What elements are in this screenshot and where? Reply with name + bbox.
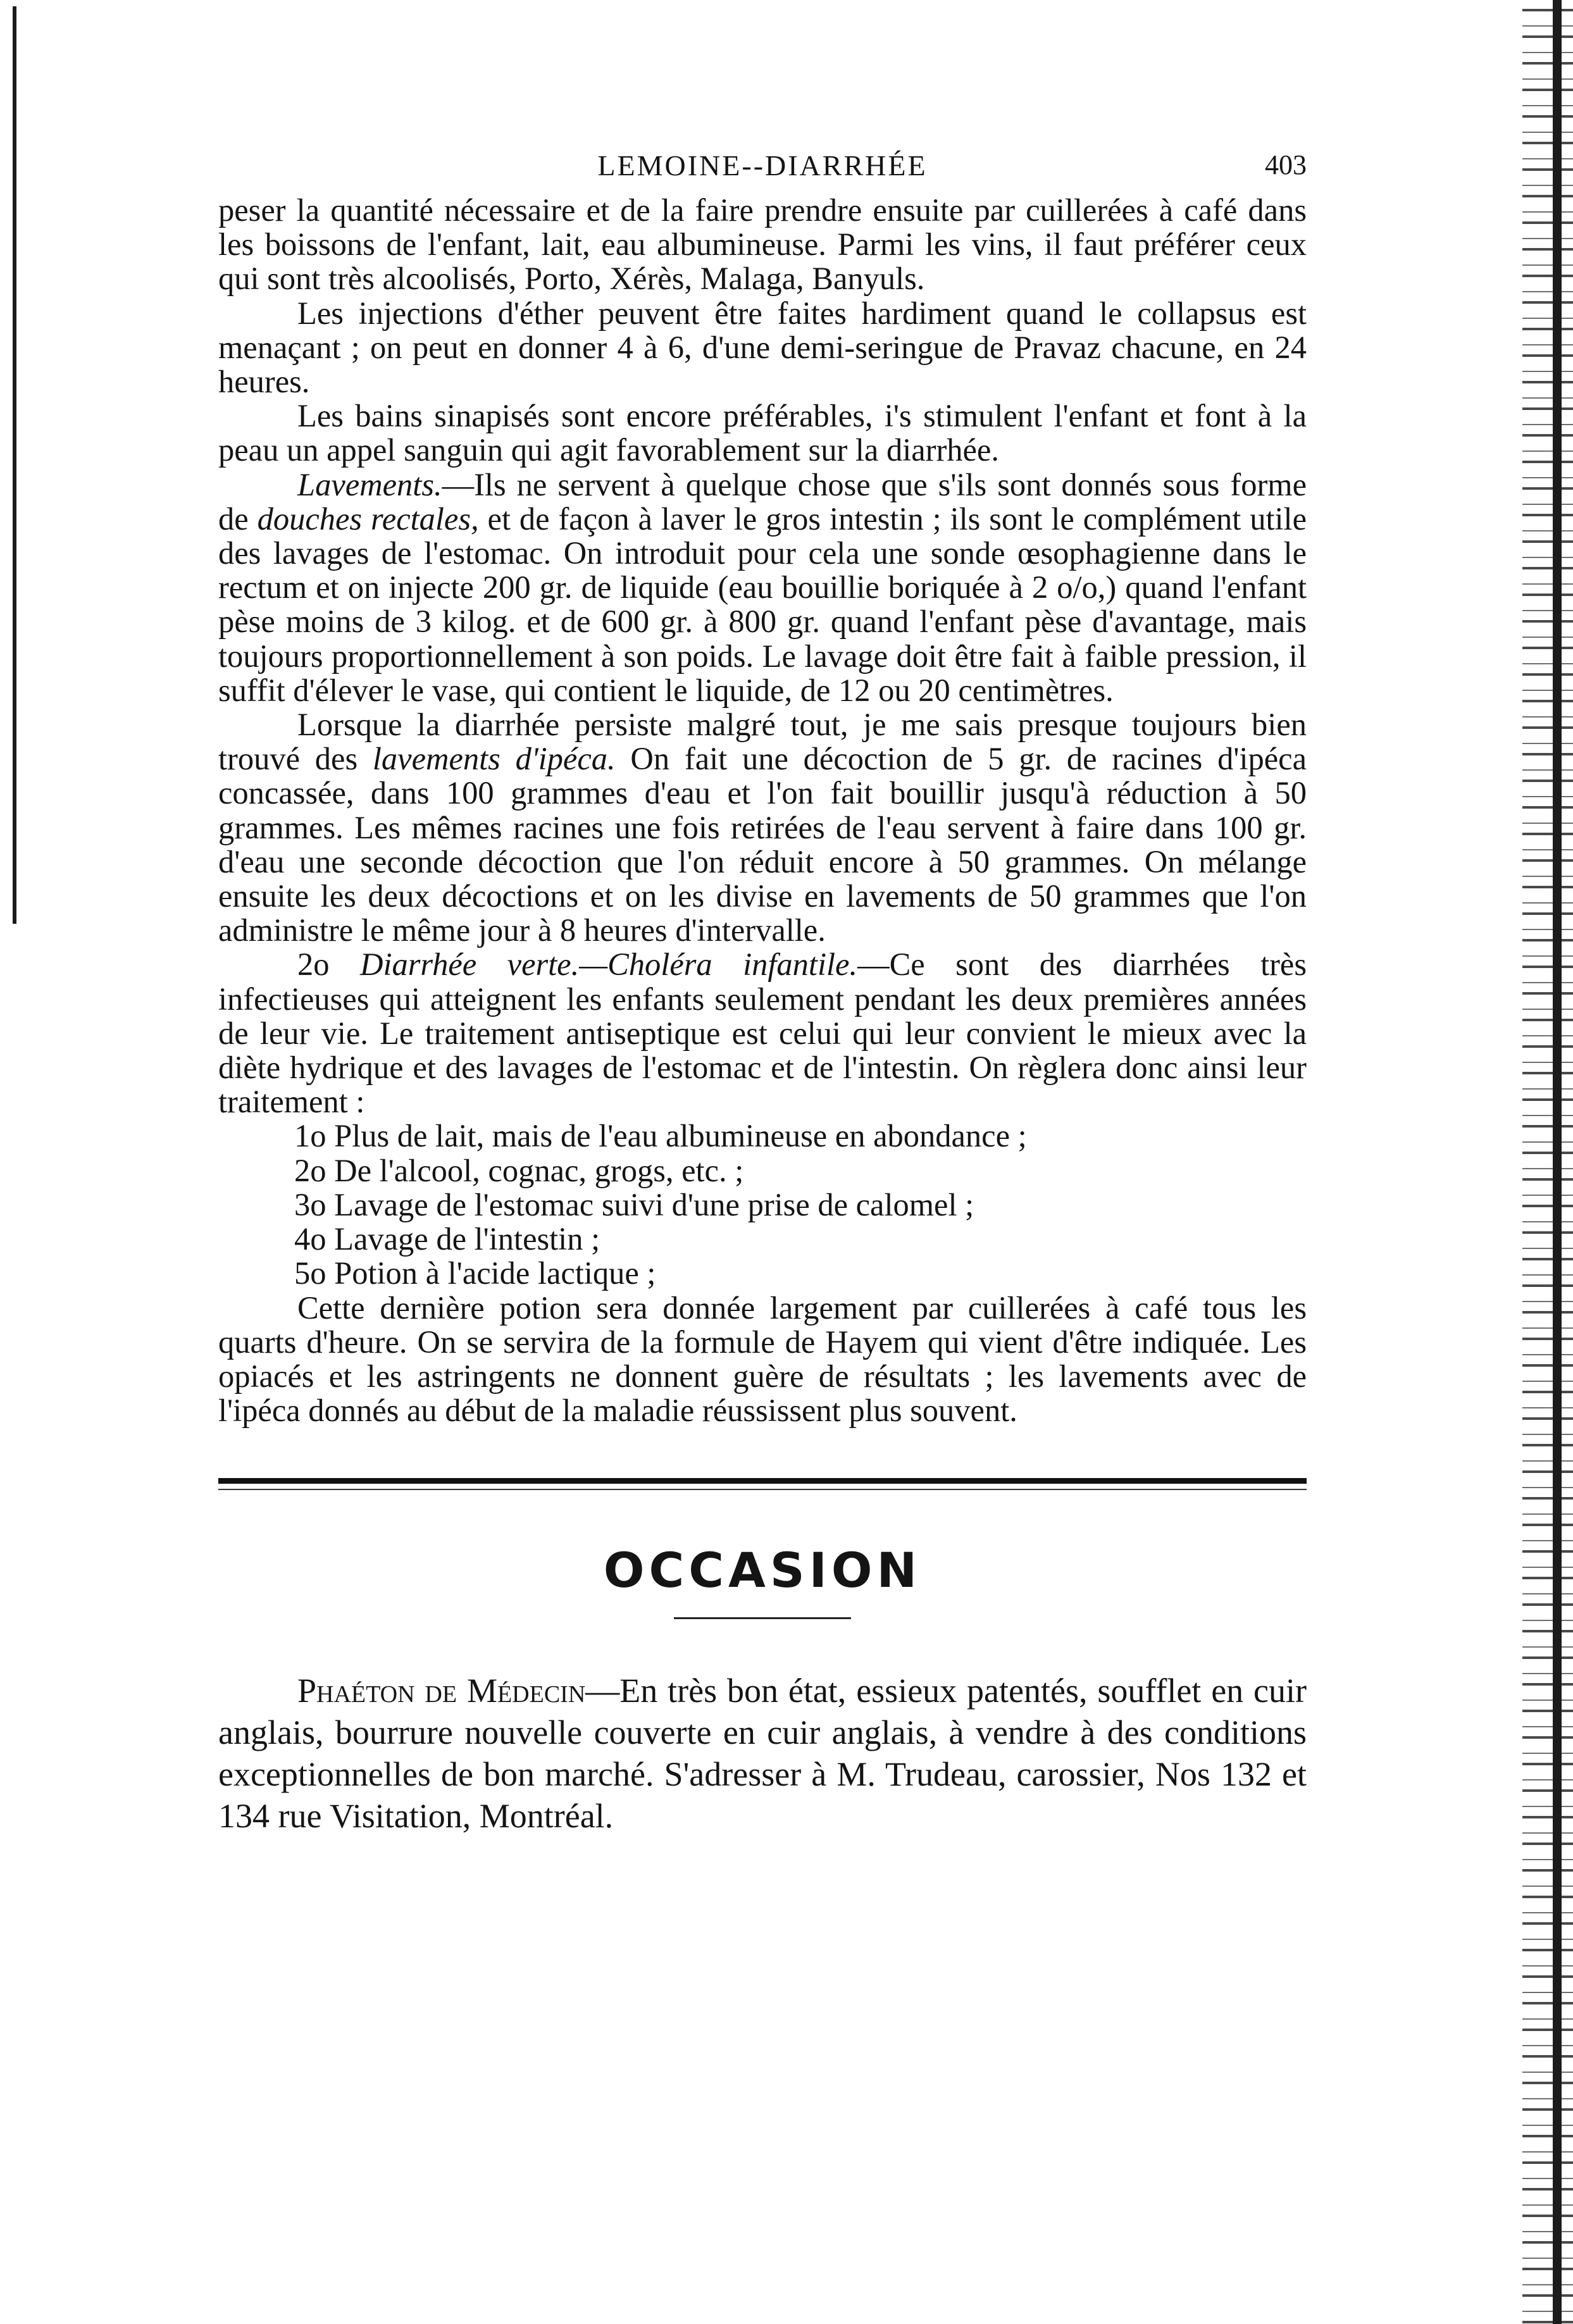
section-lead: Lavements. (297, 466, 442, 502)
list-item: 4o Lavage de l'intestin ; (294, 1221, 600, 1257)
paragraph-text: Les injections d'éther peuvent être faites hardiment quand le collapsus est menaçant ; on peut en donner 4 à 6, d'une demi-seringue de Pravaz chacune, en 24 heures. (218, 295, 1307, 400)
emphasis: lavements d'ipéca. (372, 741, 616, 777)
advert-body (218, 1670, 1307, 1837)
divider-thick-rule (218, 1478, 1307, 1484)
advert-text: —En très bon état, essieux patentés, soufflet en cuir anglais, bourrure nouvelle couverte en cuir anglais, à vendre à des conditions exceptionnelles de bon marché. S'adresser à M. Trudeau, carossier, Nos 132 et 134 rue Visitation, Montréal. (218, 1672, 1307, 1836)
paragraph-diarrhee-verte (218, 947, 1307, 1119)
advert-lead: Phaéton de Médecin (297, 1672, 586, 1710)
paragraph-lavements (218, 468, 1307, 707)
paragraph-text: Les bains sinapisés sont encore préférables, i's stimulent l'enfant et font à la peau un appel sanguin qui agit favorablement sur la diarrhée. (218, 398, 1307, 468)
advert-paragraph (218, 1670, 1307, 1837)
closing-paragraph: Cette dernière potion sera donnée largement par cuillerées à café tous les quarts d'heure. On se servira de la formule de Hayem qui vient d'être indiquée. Les opiacés et les astringents ne donnent guère de résultats ; les lavements avec de l'ipéca donnés au début de la maladie réussissent plus souvent. (218, 1289, 1307, 1429)
list-item: 5o Potion à l'acide lactique ; (294, 1255, 656, 1291)
left-margin-rule (13, 6, 16, 924)
paragraph-text: On fait une décoction de 5 gr. de racines d'ipéca concassée, dans 100 grammes d'eau et l'on fait bouillir jusqu'à réduction à 50 grammes. Les mêmes racines une fois retirées de l'eau servent à faire dans 100 gr. d'eau une seconde décoction que l'on réduit encore à 50 grammes. On mélange ensuite les deux décoctions et on les divise en lavements de 50 grammes que l'on administre le même jour à 8 heures d'intervalle. (218, 741, 1307, 948)
running-title: LEMOINE--DIARRHÉE (597, 149, 928, 182)
running-head (218, 142, 1307, 193)
emphasis: douches rectales, (257, 500, 479, 537)
paragraph-text: Lorsque la diarrhée persiste malgré tout, je me sais presque toujours bien trouvé des (218, 707, 1307, 777)
paragraph (218, 707, 1307, 947)
page (218, 142, 1307, 1837)
page-number: 403 (1265, 149, 1307, 180)
section-divider (218, 1478, 1307, 1490)
heading-underline (674, 1617, 851, 1619)
paragraph (218, 399, 1307, 467)
list-item: 2o De l'alcool, cognac, grogs, etc. ; (294, 1152, 744, 1188)
emphasis: Diarrhée verte.—Choléra infantile. (359, 947, 858, 983)
advert-heading: OCCASION (603, 1542, 922, 1599)
list-item: 3o Lavage de l'estomac suivi d'une prise de calomel ; (294, 1186, 974, 1222)
list-item: 1o Plus de lait, mais de l'eau albumineuse en abondance ; (294, 1118, 1027, 1154)
paragraph-text: —Ils ne servent à quelque chose que s'ils sont donnés sous forme de (218, 466, 1307, 537)
paragraph (218, 296, 1307, 399)
paragraph-text: peser la quantité nécessaire et de la faire prendre ensuite par cuillerées à café dans les boissons de l'enfant, lait, eau albumineuse. Parmi les vins, il faut préférer ceux qui sont très alcoolisés, Porto, Xérès, Malaga, Banyuls. (218, 192, 1307, 297)
article-body (218, 193, 1307, 1427)
paragraph-text: 2o (297, 947, 360, 983)
scanned-page-edge-core (1553, 0, 1562, 2324)
paragraph-text: et de façon à laver le gros intestin ; ils sont le complément utile des lavages de l'estomac. On introduit pour cela une sonde œsophagienne dans le rectum et on injecte 200 gr. de liquide (eau bouillie boriquée à 2 o/o,) quand l'enfant pèse moins de 3 kilog. et de 600 gr. à 800 gr. quand l'enfant pèse d'avantage, mais toujours proportionnellement à son poids. Le lavage doit être fait à faible pression, il suffit d'élever le vase, qui contient le liquide, de 12 ou 20 centimètres. (218, 500, 1307, 708)
divider-thin-rule (218, 1489, 1307, 1490)
paragraph (218, 193, 1307, 296)
scanned-page-edge (1522, 0, 1573, 2324)
paragraph-text: —Ce sont des diarrhées très infectieuses qui atteignent les enfants seulement pendant les deux premières années de leur vie. Le traitement antiseptique est celui qui leur convient le mieux avec la diète hydrique et des lavages de l'estomac et de l'intestin. On règlera donc ainsi leur traitement : (218, 947, 1307, 1120)
